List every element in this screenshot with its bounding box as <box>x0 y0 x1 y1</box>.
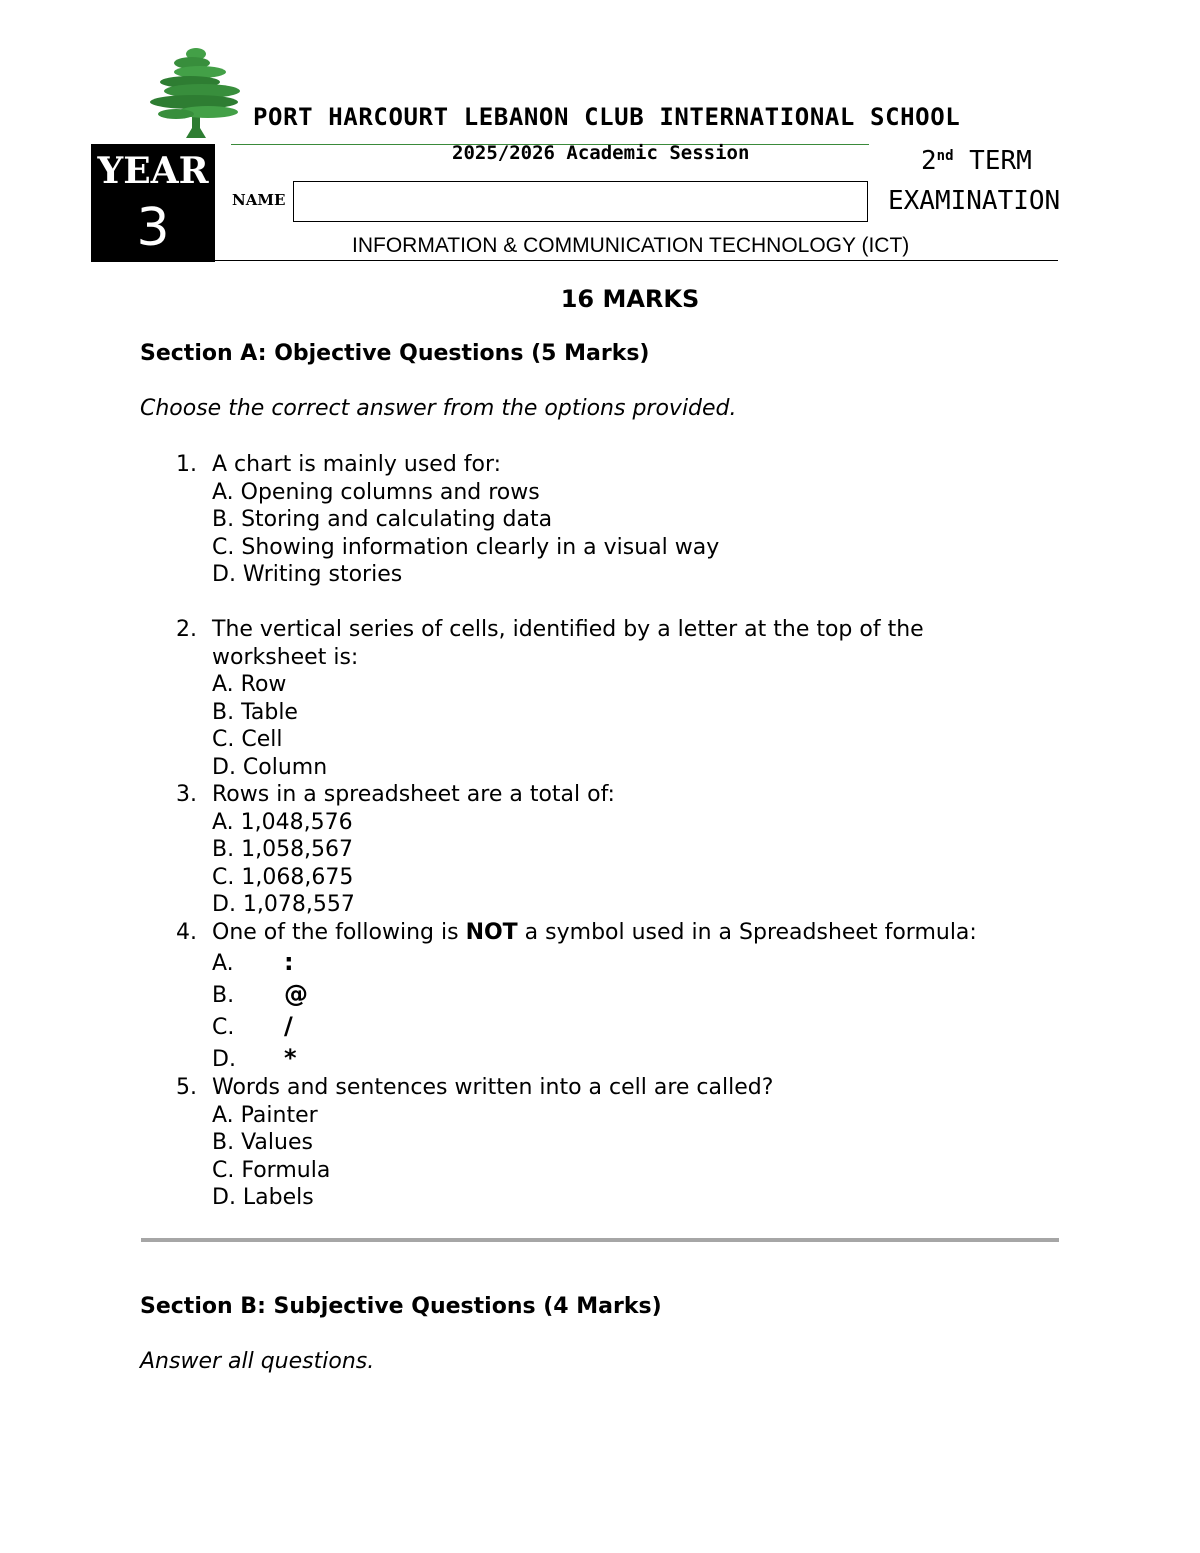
option-b[interactable]: B. 1,058,567 <box>212 837 354 862</box>
option-d[interactable]: D. Column <box>212 754 328 780</box>
option-d[interactable] <box>212 1042 1200 1074</box>
question-text: Rows in a spreadsheet are a total of: <box>212 782 615 807</box>
question-number: 2. <box>176 617 197 642</box>
option-a[interactable]: A. Opening columns and rows <box>212 479 540 505</box>
question-number: 4. <box>176 919 197 945</box>
name-label: NAME <box>232 191 286 209</box>
section-a-title: Section A: Objective Questions (5 Marks) <box>140 341 650 366</box>
term-number: 2 <box>921 146 937 176</box>
name-field[interactable] <box>293 181 868 222</box>
option-b[interactable]: B. Values <box>212 1130 313 1155</box>
year-number: 3 <box>136 198 170 258</box>
question-text: The vertical series of cells, identified by a letter at the top of the <box>212 617 924 642</box>
option-d[interactable]: D. 1,078,557 <box>212 892 355 917</box>
question-3 <box>0 781 1200 919</box>
question-text-continued: worksheet is: <box>212 644 359 670</box>
question-2 <box>0 616 1200 781</box>
question-text <box>212 919 1200 947</box>
school-name: PORT HARCOURT LEBANON CLUB INTERNATIONAL SCHOOL <box>253 103 961 131</box>
option-a[interactable] <box>212 946 1200 978</box>
option-symbol: @ <box>284 980 308 1008</box>
question-number: 3. <box>176 782 197 807</box>
question-emphasis: NOT <box>465 919 518 945</box>
question-5 <box>0 1074 1200 1212</box>
term-word: TERM <box>969 146 1032 176</box>
question-number: 5. <box>176 1075 197 1100</box>
question-text-start: One of the following is <box>212 919 466 945</box>
option-c[interactable]: C. Formula <box>212 1157 331 1183</box>
question-text: Words and sentences written into a cell are called? <box>212 1075 774 1100</box>
option-symbol: : <box>284 948 294 976</box>
term-suffix: nd <box>936 148 954 164</box>
option-d[interactable]: D. Labels <box>212 1185 314 1210</box>
year-label: YEAR <box>97 150 209 192</box>
question-text-end: a symbol used in a Spreadsheet formula: <box>517 919 977 945</box>
examination-label: EXAMINATION <box>888 186 1061 216</box>
option-letter: C. <box>212 1015 235 1040</box>
question-1 <box>0 451 1200 589</box>
question-text: A chart is mainly used for: <box>212 452 502 477</box>
option-c[interactable]: C. 1,068,675 <box>212 864 354 890</box>
section-divider <box>141 1238 1059 1242</box>
option-letter: D. <box>212 1047 236 1072</box>
academic-session: 2025/2026 Academic Session <box>452 142 750 164</box>
subject-title: INFORMATION & COMMUNICATION TECHNOLOGY (ICT) <box>352 234 910 257</box>
total-marks: 16 MARKS <box>560 285 700 313</box>
year-badge <box>91 144 215 262</box>
option-a[interactable]: A. 1,048,576 <box>212 809 353 835</box>
option-b[interactable] <box>212 978 1200 1010</box>
option-a[interactable]: A. Painter <box>212 1102 318 1128</box>
option-d[interactable]: D. Writing stories <box>212 562 403 587</box>
option-letter: B. <box>212 983 235 1008</box>
term-label <box>921 146 1032 176</box>
option-c[interactable] <box>212 1010 1200 1042</box>
option-symbol: * <box>284 1044 297 1072</box>
cedar-tree-icon <box>146 44 246 140</box>
section-b-instruction: Answer all questions. <box>140 1349 375 1374</box>
option-symbol: / <box>284 1012 293 1040</box>
section-a-instruction: Choose the correct answer from the options provided. <box>140 396 737 421</box>
question-list <box>0 451 1200 1212</box>
option-b[interactable]: B. Table <box>212 699 298 725</box>
question-number: 1. <box>176 452 197 477</box>
option-c[interactable]: C. Cell <box>212 727 283 752</box>
option-b[interactable]: B. Storing and calculating data <box>212 507 553 532</box>
option-c[interactable]: C. Showing information clearly in a visual way <box>212 534 720 560</box>
option-a[interactable]: A. Row <box>212 672 287 697</box>
question-4 <box>0 919 1200 1075</box>
option-letter: A. <box>212 951 234 976</box>
section-b-title: Section B: Subjective Questions (4 Marks) <box>140 1294 662 1319</box>
header-bottom-rule <box>215 260 1058 261</box>
